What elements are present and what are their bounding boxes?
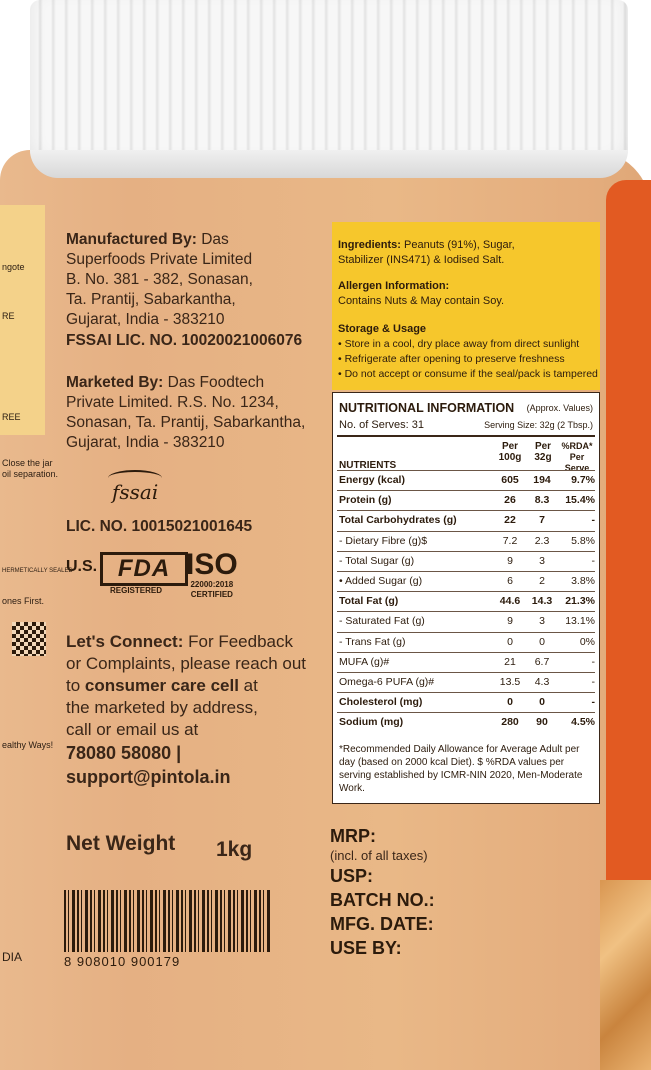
iso-logo <box>186 550 238 600</box>
nutrition-cell: 9 <box>507 615 513 628</box>
mfg-label: MFG. DATE: <box>330 914 434 934</box>
nutrition-row <box>337 510 595 530</box>
left-fragment: HERMETICALLY SEALED <box>2 568 73 574</box>
net-weight-label: Net Weight <box>66 832 176 855</box>
marketed-line: Sonasan, Ta. Prantij, Sabarkantha, <box>66 414 306 431</box>
nutrition-row <box>337 490 595 510</box>
manufactured-line: Superfoods Private Limited <box>66 251 253 268</box>
nutrition-row <box>337 470 595 490</box>
nutrition-cell: 6 <box>507 575 513 587</box>
nutrition-row <box>337 672 595 692</box>
nutrition-cell: 4.5% <box>571 716 595 729</box>
qr-code <box>12 622 46 656</box>
nutrition-cell: Sodium (mg) <box>339 716 404 729</box>
left-fragment: ngote <box>2 262 25 272</box>
nutrition-row <box>337 571 595 591</box>
nutrition-cell: 7 <box>539 514 545 527</box>
storage-label: Storage & Usage <box>338 323 427 335</box>
barcode <box>64 890 270 952</box>
nutrition-cell: • Added Sugar (g) <box>339 575 423 587</box>
nutrition-cell: 13.5 <box>499 676 521 688</box>
storage-item: • Refrigerate after opening to preserve freshness <box>338 353 565 365</box>
nutrition-cell: Total Carbohydrates (g) <box>339 514 457 527</box>
nutrition-cell: 9 <box>507 554 513 567</box>
nutrition-cell: Cholesterol (mg) <box>339 696 423 709</box>
nutrition-cell: 280 <box>501 716 519 729</box>
nutrients-header: NUTRIENTS <box>339 460 397 471</box>
fda-mark: FDA <box>100 552 188 586</box>
manufactured-line: Manufactured By: Das <box>66 231 229 248</box>
nutrition-footnote: *Recommended Daily Allowance for Average Adult per day (based on 2000 kcal Diet). $ %RDA values per serving established by ICMR-NIN 2020, Men-Moderate Work. <box>339 744 583 794</box>
nutrition-cell: 5.8% <box>571 534 595 547</box>
support-email: support@pintola.in <box>66 767 231 787</box>
use-by-label: USE BY: <box>330 938 402 958</box>
nutrition-serves: No. of Serves: 31 <box>339 419 424 431</box>
nutrition-cell: 13.1% <box>565 615 595 628</box>
nutrition-cell: - Total Sugar (g) <box>339 554 415 567</box>
nutrition-cell: 0 <box>507 696 513 709</box>
per32-header: Per 32g <box>534 441 552 463</box>
nutrition-cell: 8.3 <box>534 494 550 507</box>
marketed-line: Private Limited. R.S. No. 1234, <box>66 394 279 411</box>
mrp-incl: (incl. of all taxes) <box>330 848 428 863</box>
nutrition-cell: 9.7% <box>571 474 595 486</box>
nutrition-row <box>337 611 595 631</box>
batch-label: BATCH NO.: <box>330 890 435 910</box>
storage-item: • Store in a cool, dry place away from direct sunlight <box>338 338 580 350</box>
lic-number: LIC. NO. 10015021001645 <box>66 518 253 535</box>
nutrition-table <box>332 392 600 804</box>
left-fragment: ealthy Ways! <box>2 740 54 750</box>
iso-title: ISO <box>186 548 238 581</box>
manufactured-line: B. No. 381 - 382, Sonasan, <box>66 271 253 288</box>
allergen-text: Contains Nuts & May contain Soy. <box>338 295 505 307</box>
fda-us: U.S. <box>66 558 98 575</box>
iso-standard: 22000:2018 <box>190 580 234 589</box>
fda-registered: REGISTERED <box>110 586 163 595</box>
connect-line: the marketed by address, <box>66 698 258 717</box>
nutrition-cell: 4.3 <box>534 676 550 688</box>
nutrition-cell: 15.4% <box>565 494 595 507</box>
usp-label: USP: <box>330 866 374 886</box>
nutrition-cell: - Saturated Fat (g) <box>339 615 425 628</box>
nutrition-row <box>337 632 595 652</box>
nutrition-cell: 194 <box>533 474 551 486</box>
nutrition-cell: 26 <box>504 494 516 507</box>
nutrition-cell: 0 <box>539 635 545 648</box>
jar-lid-rim <box>30 150 628 178</box>
nutrition-approx: (Approx. Values) <box>526 403 593 413</box>
connect-line: or Complaints, please reach out <box>66 654 307 673</box>
nutrition-cell: - Dietary Fibre (g)$ <box>339 534 428 547</box>
nutrition-cell: 0% <box>579 635 595 648</box>
nutrition-row <box>337 531 595 551</box>
left-fragment: Close the jar <box>2 458 53 468</box>
nutrition-cell: 605 <box>501 474 519 486</box>
per100-header: Per 100g <box>498 441 522 463</box>
nutrition-cell: - <box>591 655 595 668</box>
manufactured-line: Gujarat, India - 383210 <box>66 311 225 328</box>
nutrition-cell: 3.8% <box>571 575 595 587</box>
barcode-number: 8 908010 900179 <box>64 954 181 969</box>
left-fragment: oil separation. <box>2 469 59 479</box>
left-fragment: ones First. <box>2 596 45 606</box>
nutrition-cell: 6.7 <box>534 655 550 668</box>
allergen-label: Allergen Information: <box>338 280 450 292</box>
marketed-line: Gujarat, India - 383210 <box>66 434 225 451</box>
nutrition-cell: 14.3 <box>531 595 553 608</box>
nutrition-cell: - <box>591 554 595 567</box>
connect-line: Let's Connect: For Feedback <box>66 632 293 651</box>
peanut-image-edge <box>600 880 651 1070</box>
left-fragment: DIA <box>2 950 23 964</box>
nutrition-cell: MUFA (g)# <box>339 655 390 668</box>
nutrition-cell: 0 <box>507 635 513 648</box>
fssai-license: FSSAI LIC. NO. 10020021006076 <box>66 332 303 349</box>
mrp-label: MRP: <box>330 826 376 846</box>
nutrition-row <box>337 551 595 571</box>
nutrition-rule <box>337 435 595 437</box>
nutrition-row <box>337 712 595 732</box>
connect-line: to consumer care cell at <box>66 676 258 695</box>
left-fragment: RE <box>2 311 15 321</box>
nutrition-cell: 44.6 <box>499 595 521 608</box>
marketed-line: Marketed By: Das Foodtech <box>66 374 265 391</box>
ingredients-line: Ingredients: Peanuts (91%), Sugar, <box>338 239 515 251</box>
connect-line: call or email us at <box>66 720 199 739</box>
nutrition-cell: 7.2 <box>502 534 518 547</box>
manufactured-line: Ta. Prantij, Sabarkantha, <box>66 291 236 308</box>
nutrition-cell: Energy (kcal) <box>339 474 405 486</box>
ingredients-panel <box>332 222 600 390</box>
nutrition-cell: 2.3 <box>534 534 550 547</box>
phone-number: 78080 58080 | <box>66 743 182 763</box>
rda-header: %RDA* Per Serve <box>561 441 593 473</box>
nutrition-row <box>337 591 595 611</box>
nutrition-row <box>337 652 595 672</box>
nutrition-cell: 22 <box>504 514 516 527</box>
nutrition-serving-size: Serving Size: 32g (2 Tbsp.) <box>484 420 593 430</box>
nutrition-cell: 2 <box>539 575 545 587</box>
nutrition-title: NUTRITIONAL INFORMATION <box>339 401 515 415</box>
nutrition-cell: - <box>591 514 595 527</box>
nutrition-cell: 0 <box>539 696 545 709</box>
fssai-logo: fssai <box>112 480 159 504</box>
nutrition-cell: 21.3% <box>565 595 595 608</box>
nutrition-cell: Total Fat (g) <box>339 595 399 608</box>
nutrition-cell: 3 <box>539 554 545 567</box>
nutrition-cell: - Trans Fat (g) <box>339 635 406 648</box>
orange-label-edge <box>606 180 651 880</box>
nutrition-row <box>337 692 595 712</box>
storage-item: • Do not accept or consume if the seal/pack is tampered <box>338 368 598 380</box>
nutrition-cell: - <box>591 676 595 688</box>
nutrition-cell: 21 <box>504 655 516 668</box>
nutrition-cell: Omega-6 PUFA (g)# <box>339 676 435 688</box>
nutrition-cell: - <box>591 696 595 709</box>
nutrition-cell: 3 <box>539 615 545 628</box>
ingredients-line: Stabilizer (INS471) & Iodised Salt. <box>338 254 505 266</box>
left-fragment: REE <box>2 412 21 422</box>
nutrition-cell: 90 <box>536 716 548 729</box>
nutrition-cell: Protein (g) <box>339 494 392 507</box>
jar-lid <box>30 0 628 172</box>
net-weight-value: 1kg <box>216 838 253 861</box>
iso-certified: CERTIFIED <box>190 590 233 599</box>
